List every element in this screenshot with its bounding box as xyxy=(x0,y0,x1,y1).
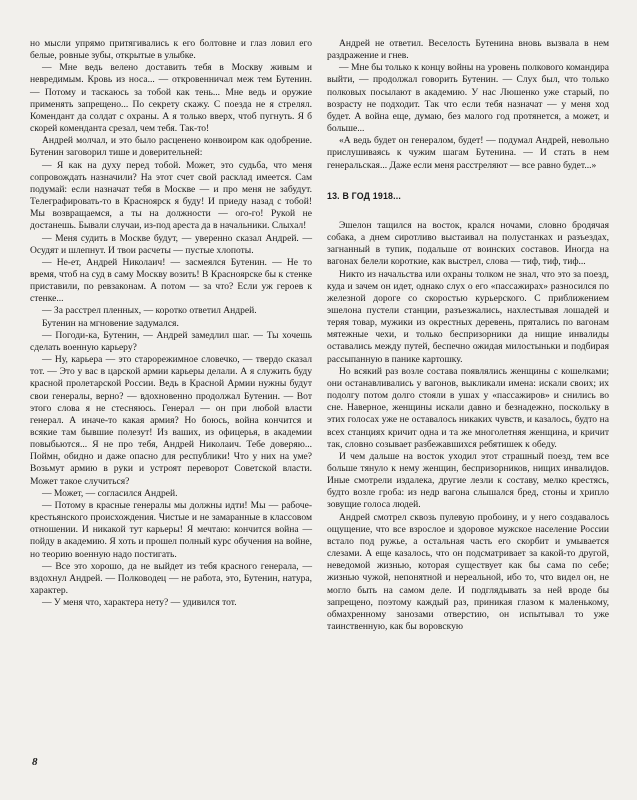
paragraph: но мысли упрямо притягивались к его болтовне и глаз ловил его белые, ровные зубы, открытые в улыбке. xyxy=(30,38,312,62)
left-column xyxy=(30,38,312,609)
paragraph: — Мне бы только к концу войны на уровень полкового командира выйти, — продолжал говорить Бутенин. — Слух был, что только полковых посылают в академию. У нас Люшенко уже старый, по возрасту не подходит. Так что если тебя назначат — у меня ход будет. А война еще, думаю, без малого год протянется, а может, и больше... xyxy=(327,62,609,135)
paragraph: — За расстрел пленных, — коротко ответил Андрей. xyxy=(42,305,257,317)
paragraph: — Не-ет, Андрей Николаич! — засмеялся Бутенин. — Не то время, чтоб на суд в саму Москву возить! В Красноярске бы к стенке приставили, по ревзаконам. А потом — за что? Если уж героев к стенке... xyxy=(30,256,312,305)
paragraph: И чем дальше на восток уходил этот страшный поезд, тем все больше тянуло к нему женщин, беспризорников, нищих инвалидов. Иные смотрели издалека, другие лезли к составу, мелко крестясь, будто возле гроба: из недр вагона слышался бред, стоны и хрипло зовущие голоса людей. xyxy=(327,450,609,511)
paragraph: — Мне ведь велено доставить тебя в Москву живым и невредимым. Кровь из носа... — откровенничал меж тем Бутенин. — Потому и таскаюсь за тобой как тень... Мне ведь и оружие применять запрещено... По секрету скажу. С поезда не я стрелял. Комендант да солдат с охраны. А я только вверх, чтоб пугнуть. Я б скорей коменданта срезал, чем тебя. Так-то! xyxy=(30,62,312,135)
page-number: 8 xyxy=(32,756,38,768)
paragraph: Никто из начальства или охраны толком не знал, что это за поезд, куда и зачем он идет, однако слух о его «пассажирах» разносился по железной дороге со скоростью курьерского. С приближением эшелона пустели станции, разъезжались, нахлестывая лошадей и теряя товар, мужики из окрестных деревень, прятались по вагонам мятежные чехи, и только беспризорники да нищие инвалиды оставались между путей, беспечно ожидая милостыньки и подбирая рассыпанную в панике картошку. xyxy=(327,268,609,365)
paragraph: Андрей молчал, и это было расценено конвоиром как одобрение. Бутенин заговорил тише и доверительней: xyxy=(30,135,312,159)
paragraph: — Может, — согласился Андрей. xyxy=(42,487,178,499)
paragraph: — У меня что, характера нету? — удивился тот. xyxy=(42,597,237,609)
paragraph: Андрей смотрел сквозь пулевую пробоину, и у него создавалось ощущение, что все взрослое и здоровое мужское население России встало под ружье, а остальная часть его скорбит и умывается слезами. А еще казалось, что он подсматривает за какой-то другой, неведомой жизнью, которая существует как бы сама по себе; жизнью чужой, непонятной и нереальной, ибо то, что видел он, не могло быть на самом деле. И подглядывать за ней вроде бы запрещено, поэтому каждый раз, приникая глазом к маленькому, обмахренному занозами отверстию, он испытывал то уже таинственную, как бы воровскую xyxy=(327,511,609,633)
paragraph: Андрей не ответил. Веселость Бутенина вновь вызвала в нем раздражение и гнев. xyxy=(327,38,609,62)
paragraph: — Я как на духу перед тобой. Может, это судьба, что меня сопровождать назначили? На этот счет свой расклад имеется. Сам подумай: если назначат тебя в Москве — и про меня не забудут. Телеграфировать-то в Красноярск я буду! И приеду назад с тобой! Мы возвращаемся, а ты на должности — ого-го! Рукой не достанешь. Бывали случаи, из-под ареста да в начальники. Слыхал! xyxy=(30,159,312,232)
paragraph: — Все это хорошо, да не выйдет из тебя красного генерала, — вздохнул Андрей. — Полководец — не работа, это, Бутенин, натура, характер. xyxy=(30,560,312,597)
paragraph: Но всякий раз возле состава появлялись женщины с кошелками; они останавливались у вагонов, выкликали имена: искали своих; их подолгу потом долго стояли в ушах у «пассажиров» и снились во сне. Наверное, женщины искали давно и безнадежно, поскольку в этих голосах уже не оставалось никаких чувств, и казалось, будто на всех станциях кричит одна и та же многолетняя женщина, и кричит так, словно созывает разбежавшихся ребятишек к обеду. xyxy=(327,365,609,450)
right-column xyxy=(327,38,609,633)
paragraph: «А ведь будет он генералом, будет! — подумал Андрей, невольно прислушиваясь к чужим шагам Бутенина. — И стать в нем генеральская... Даже если меня расстреляют — все равно будет...» xyxy=(327,135,609,171)
paragraph: — Ну, карьера — это старорежимное словечко, — твердо сказал тот. — Это у вас в царской армии карьеры делали. А я служить буду красной пролетарской России. Ведь в Красной Армии нужны будут свои генералы, верно? — вдохновенно продолжал Бутенин. — Вот этого слова я не стесняюсь. Генерал — он при любой власти генерал. А иначе-то какая армия? Но боюсь, война кончится и всякие там бывшие полезут! Из ваших, из офицерья, в академии повыбьются... Я не про тебя, Андрей Николаич. Тебе доверяю... Поймн, обидно и даже опасно для республики! Что у них на уме? Возьмут армию в руки и устроят переворот Советской власти. Может такое случиться? xyxy=(30,354,312,487)
paragraph: Бутенин на мгновение задумался. xyxy=(42,317,179,329)
paragraph: — Потому в красные генералы мы должны идти! Мы — рабоче-крестьянского происхождения. Чистые и не замаранные в классовом отношении. И никакой тут карьеры! Я мечтаю: кончится война — пойду в академию. Я хоть и прошел полный курс обучения на войне, но теорию военную надо постигать. xyxy=(30,499,312,560)
paragraph: — Погоди-ка, Бутенин, — Андрей замедлил шаг. — Ты хочешь сделать военную карьеру? xyxy=(30,329,312,353)
paragraph: — Меня судить в Москве будут, — уверенно сказал Андрей. — Осудят и шлепнут. И твои расчеты — пустые хлопоты. xyxy=(30,232,312,256)
paragraph: Эшелон тащился на восток, крался ночами, словно бродячая собака, а днем сиротливо выстаивал на полустанках и разъездах, загнанный в тупик, подальше от воинских составов. Иногда на вагонах белели короткие, как выстрел, слова — тиф, тиф, тиф... xyxy=(327,219,609,268)
section-title: 13. В ГОД 1918... xyxy=(327,190,402,201)
